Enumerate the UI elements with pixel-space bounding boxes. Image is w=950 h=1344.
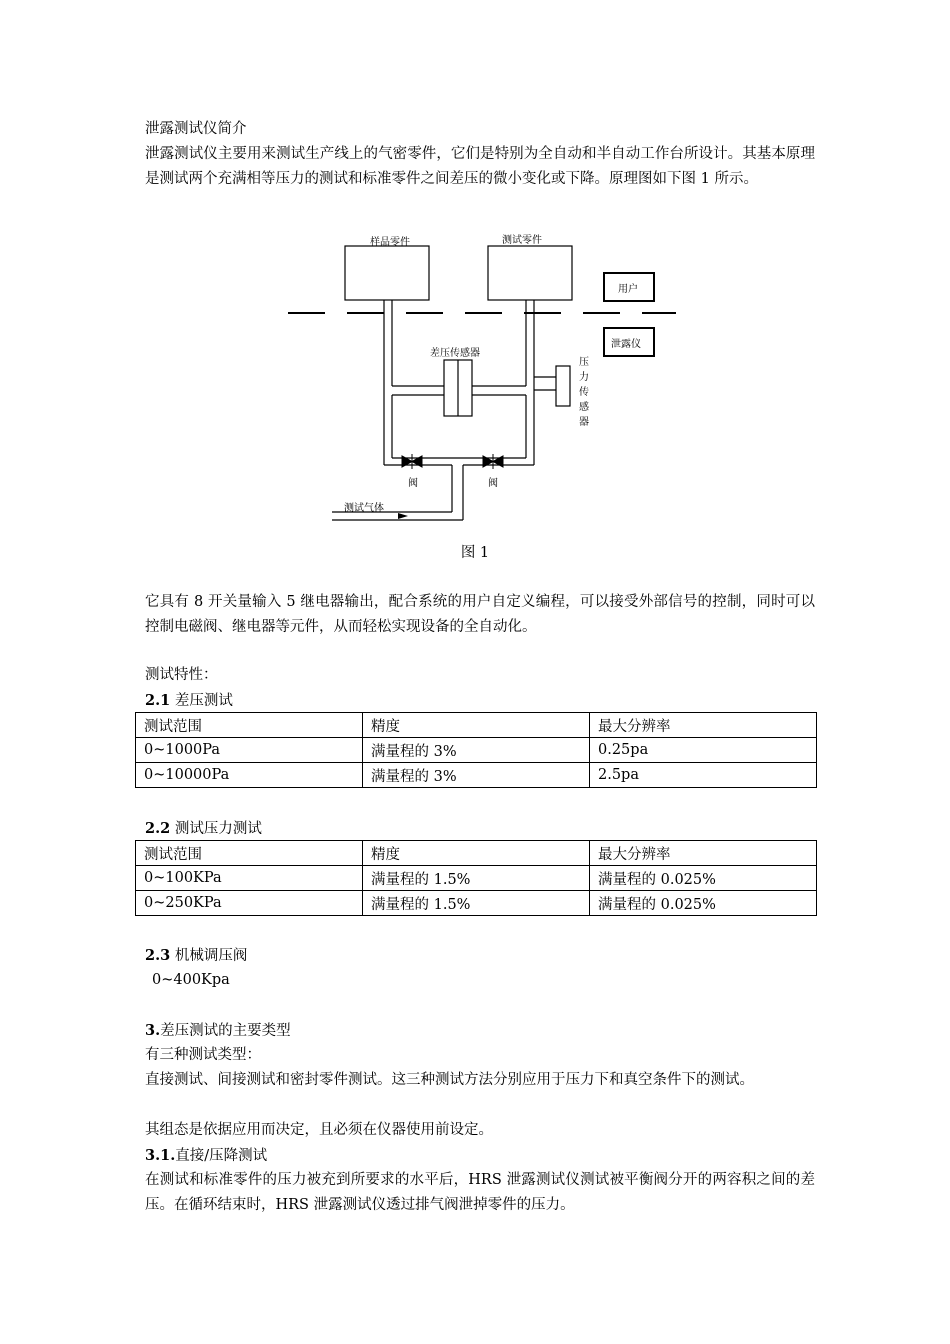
gas-arrow — [398, 513, 408, 519]
leak-tester-label: 泄露仪 — [611, 339, 641, 350]
section-title: 差压测试 — [170, 693, 233, 709]
section-title: 测试压力测试 — [170, 821, 262, 837]
table-cell: 满量程的 1.5% — [363, 866, 590, 891]
intro-title: 泄露测试仪简介 — [145, 121, 247, 137]
section-3-1-heading — [145, 1143, 267, 1169]
table-header-row — [136, 841, 817, 866]
table-cell: 满量程的 3% — [363, 763, 590, 788]
table-cell: 0~250KPa — [136, 891, 363, 916]
diff-pressure-table — [135, 712, 817, 788]
table-header-cell: 测试范围 — [136, 841, 363, 866]
valve-right — [483, 454, 503, 469]
pressure-sensor-char: 传 — [579, 387, 589, 398]
table-cell: 0~10000Pa — [136, 763, 363, 788]
pressure-sensor-char: 压 — [579, 357, 589, 368]
section-2-3-heading — [145, 943, 247, 969]
table-header-cell: 最大分辨率 — [590, 841, 817, 866]
section-3-heading — [145, 1018, 291, 1044]
test-part-box — [488, 246, 572, 300]
table-row — [136, 738, 817, 763]
test-gas-label: 测试气体 — [344, 503, 384, 514]
table-cell: 0.25pa — [590, 738, 817, 763]
section-title: 直接/压降测试 — [175, 1148, 268, 1164]
section-2-2-heading — [145, 816, 262, 842]
table-header-cell: 测试范围 — [136, 713, 363, 738]
sample-part-box — [345, 246, 429, 300]
table-cell: 0~100KPa — [136, 866, 363, 891]
direct-test-paragraph: 在测试和标准零件的压力被充到所要求的水平后，HRS 泄露测试仪测试被平衡阀分开的两容积之间的差压。在循环结束时，HRS 泄露测试仪透过排气阀泄掉零件的压力。 — [145, 1172, 815, 1213]
table-cell: 满量程的 1.5% — [363, 891, 590, 916]
regulator-range: 0~400Kpa — [152, 972, 230, 988]
valve-right-label: 阀 — [488, 478, 498, 489]
pressure-sensor-char: 力 — [579, 372, 589, 383]
valve-left-label: 阀 — [408, 478, 418, 489]
io-paragraph: 它具有 8 开关量输入 5 继电器输出，配合系统的用户自定义编程，可以接受外部信号的控制，同时可以控制电磁阀、继电器等元件，从而轻松实现设备的全自动化。 — [145, 594, 815, 635]
section-title: 机械调压阀 — [170, 948, 248, 964]
config-note: 其组态是依据应用而决定，且必须在仪器使用前设定。 — [145, 1122, 493, 1138]
section-number: 3.1. — [145, 1147, 176, 1164]
table-header-row — [136, 713, 817, 738]
pressure-sensor-char: 感 — [579, 402, 589, 413]
table-cell: 0~1000Pa — [136, 738, 363, 763]
diff-sensor-label: 差压传感器 — [430, 348, 480, 359]
pressure-test-table — [135, 840, 817, 916]
table-row — [136, 891, 817, 916]
test-types-intro: 有三种测试类型： — [145, 1047, 261, 1063]
features-title: 测试特性： — [145, 667, 218, 683]
section-number: 3. — [145, 1022, 161, 1039]
table-cell: 满量程的 0.025% — [590, 891, 817, 916]
user-label: 用户 — [618, 284, 638, 295]
table-header-cell: 精度 — [363, 841, 590, 866]
section-2-1-heading — [145, 688, 233, 714]
table-cell: 满量程的 3% — [363, 738, 590, 763]
table-header-cell: 最大分辨率 — [590, 713, 817, 738]
section-number: 2.2 — [145, 820, 171, 837]
table-cell: 2.5pa — [590, 763, 817, 788]
pressure-sensor-char: 器 — [579, 417, 589, 428]
section-title: 差压测试的主要类型 — [160, 1023, 291, 1039]
table-row — [136, 866, 817, 891]
section-number: 2.3 — [145, 947, 171, 964]
valve-left — [402, 454, 422, 469]
intro-paragraph: 泄露测试仪主要用来测试生产线上的气密零件，它们是特别为全自动和半自动工作台所设计。其基本原理是测试两个充满相等压力的测试和标准零件之间差压的微小变化或下降。原理图如下图 1 所示。 — [145, 146, 815, 187]
table-header-cell: 精度 — [363, 713, 590, 738]
sample-part-label: 样品零件 — [370, 237, 410, 248]
test-types-paragraph: 直接测试、间接测试和密封零件测试。这三种测试方法分别应用于压力下和真空条件下的测试。 — [145, 1072, 754, 1088]
test-part-label: 测试零件 — [502, 235, 542, 246]
pressure-sensor — [556, 366, 570, 406]
section-number: 2.1 — [145, 692, 171, 709]
table-cell: 满量程的 0.025% — [590, 866, 817, 891]
table-row — [136, 763, 817, 788]
figure-caption: 图 1 — [460, 545, 490, 561]
principle-diagram — [280, 225, 680, 525]
